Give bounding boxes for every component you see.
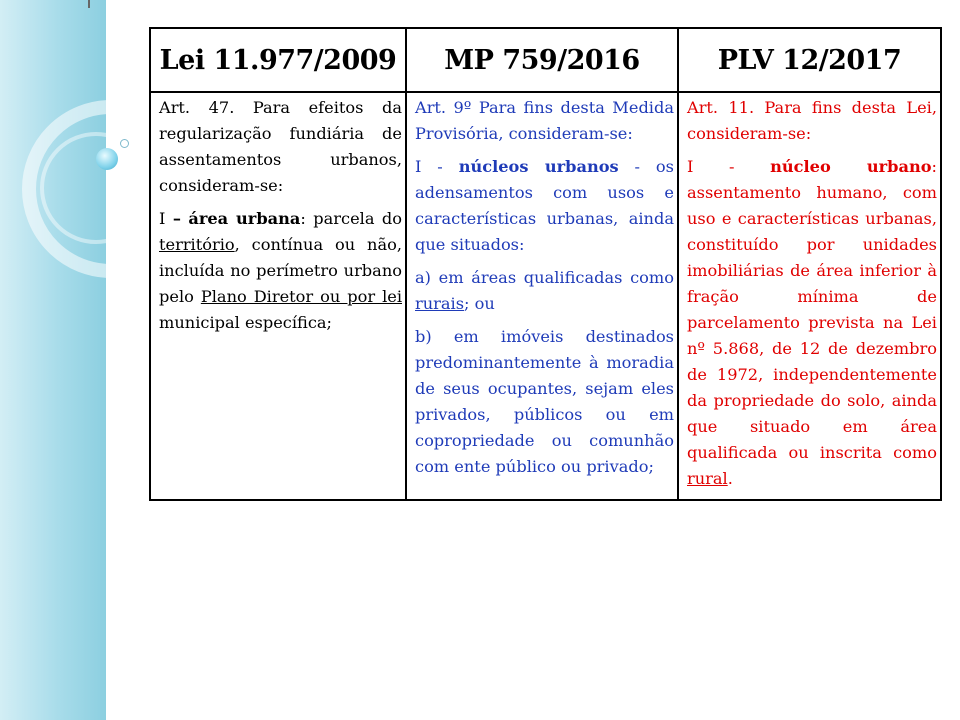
header-mp-759: MP 759/2016	[406, 28, 678, 92]
mp-item-a	[415, 265, 674, 317]
item-numeral: I -	[415, 157, 459, 176]
item-dash: –	[172, 209, 181, 228]
mp-item-b: b) em imóveis destinados predominantemente à moradia de seus ocupantes, sejam eles privados, públicos ou em copropriedade ou comunhão com ente público ou privado;	[415, 327, 674, 476]
item-text: : parcela do	[300, 209, 403, 228]
item-text: - os adensamentos com usos e características urbanas, ainda que situados:	[415, 157, 674, 254]
underlined-rurais: rurais	[415, 294, 465, 313]
plv-item-i	[687, 154, 937, 492]
lei-art47-intro: Art. 47. Para efeitos da regularização fundiária de assentamentos urbanos, consideram-se:	[159, 98, 402, 195]
lei-item-i	[159, 206, 402, 336]
item-numeral: I -	[687, 157, 771, 176]
item-text-end: .	[727, 469, 733, 488]
decorative-bubble-icon	[96, 148, 118, 170]
mp-item-i	[415, 154, 674, 258]
underlined-plano-diretor: Plano Diretor ou por lei	[200, 287, 403, 306]
table-header-row	[150, 28, 941, 92]
term-nucleo-urbano: núcleo urbano	[770, 157, 932, 176]
item-text-end: municipal específica;	[159, 313, 332, 332]
item-text: a) em áreas qualificadas como	[415, 268, 674, 287]
decorative-side-strip	[0, 0, 106, 720]
term-area-urbana: área urbana	[188, 209, 301, 228]
cell-plv-12	[678, 92, 941, 500]
term-nucleos-urbanos: núcleos urbanos	[458, 157, 619, 176]
item-text: : assentamento humano, com uso e características urbanas, constituído por unidades imobiliárias de área inferior à fração mínima de parcelamento prevista na Lei nº 5.868, de 12 de dezembro de 1972, independentemente da propriedade do solo, ainda que situado em área qualificada ou inscrita como	[687, 157, 937, 462]
decorative-line	[88, 0, 90, 8]
item-text-2: , contínua ou não, incluída no perímetro urbano pelo	[159, 235, 402, 306]
header-plv-12: PLV 12/2017	[678, 28, 941, 92]
cell-mp-759	[406, 92, 678, 500]
item-numeral: I	[159, 209, 173, 228]
table-row	[150, 92, 941, 500]
plv-art11-intro: Art. 11. Para fins desta Lei, consideram-se:	[687, 98, 937, 143]
underlined-territorio: território	[159, 235, 235, 254]
decorative-small-bubble-icon	[120, 139, 129, 148]
underlined-rural: rural	[687, 469, 728, 488]
item-text-end: ; ou	[464, 294, 495, 313]
cell-lei-11977	[150, 92, 406, 500]
comparison-table	[149, 27, 942, 501]
mp-art9-intro: Art. 9º Para fins desta Medida Provisória, consideram-se:	[415, 98, 674, 143]
header-lei-11977: Lei 11.977/2009	[150, 28, 406, 92]
